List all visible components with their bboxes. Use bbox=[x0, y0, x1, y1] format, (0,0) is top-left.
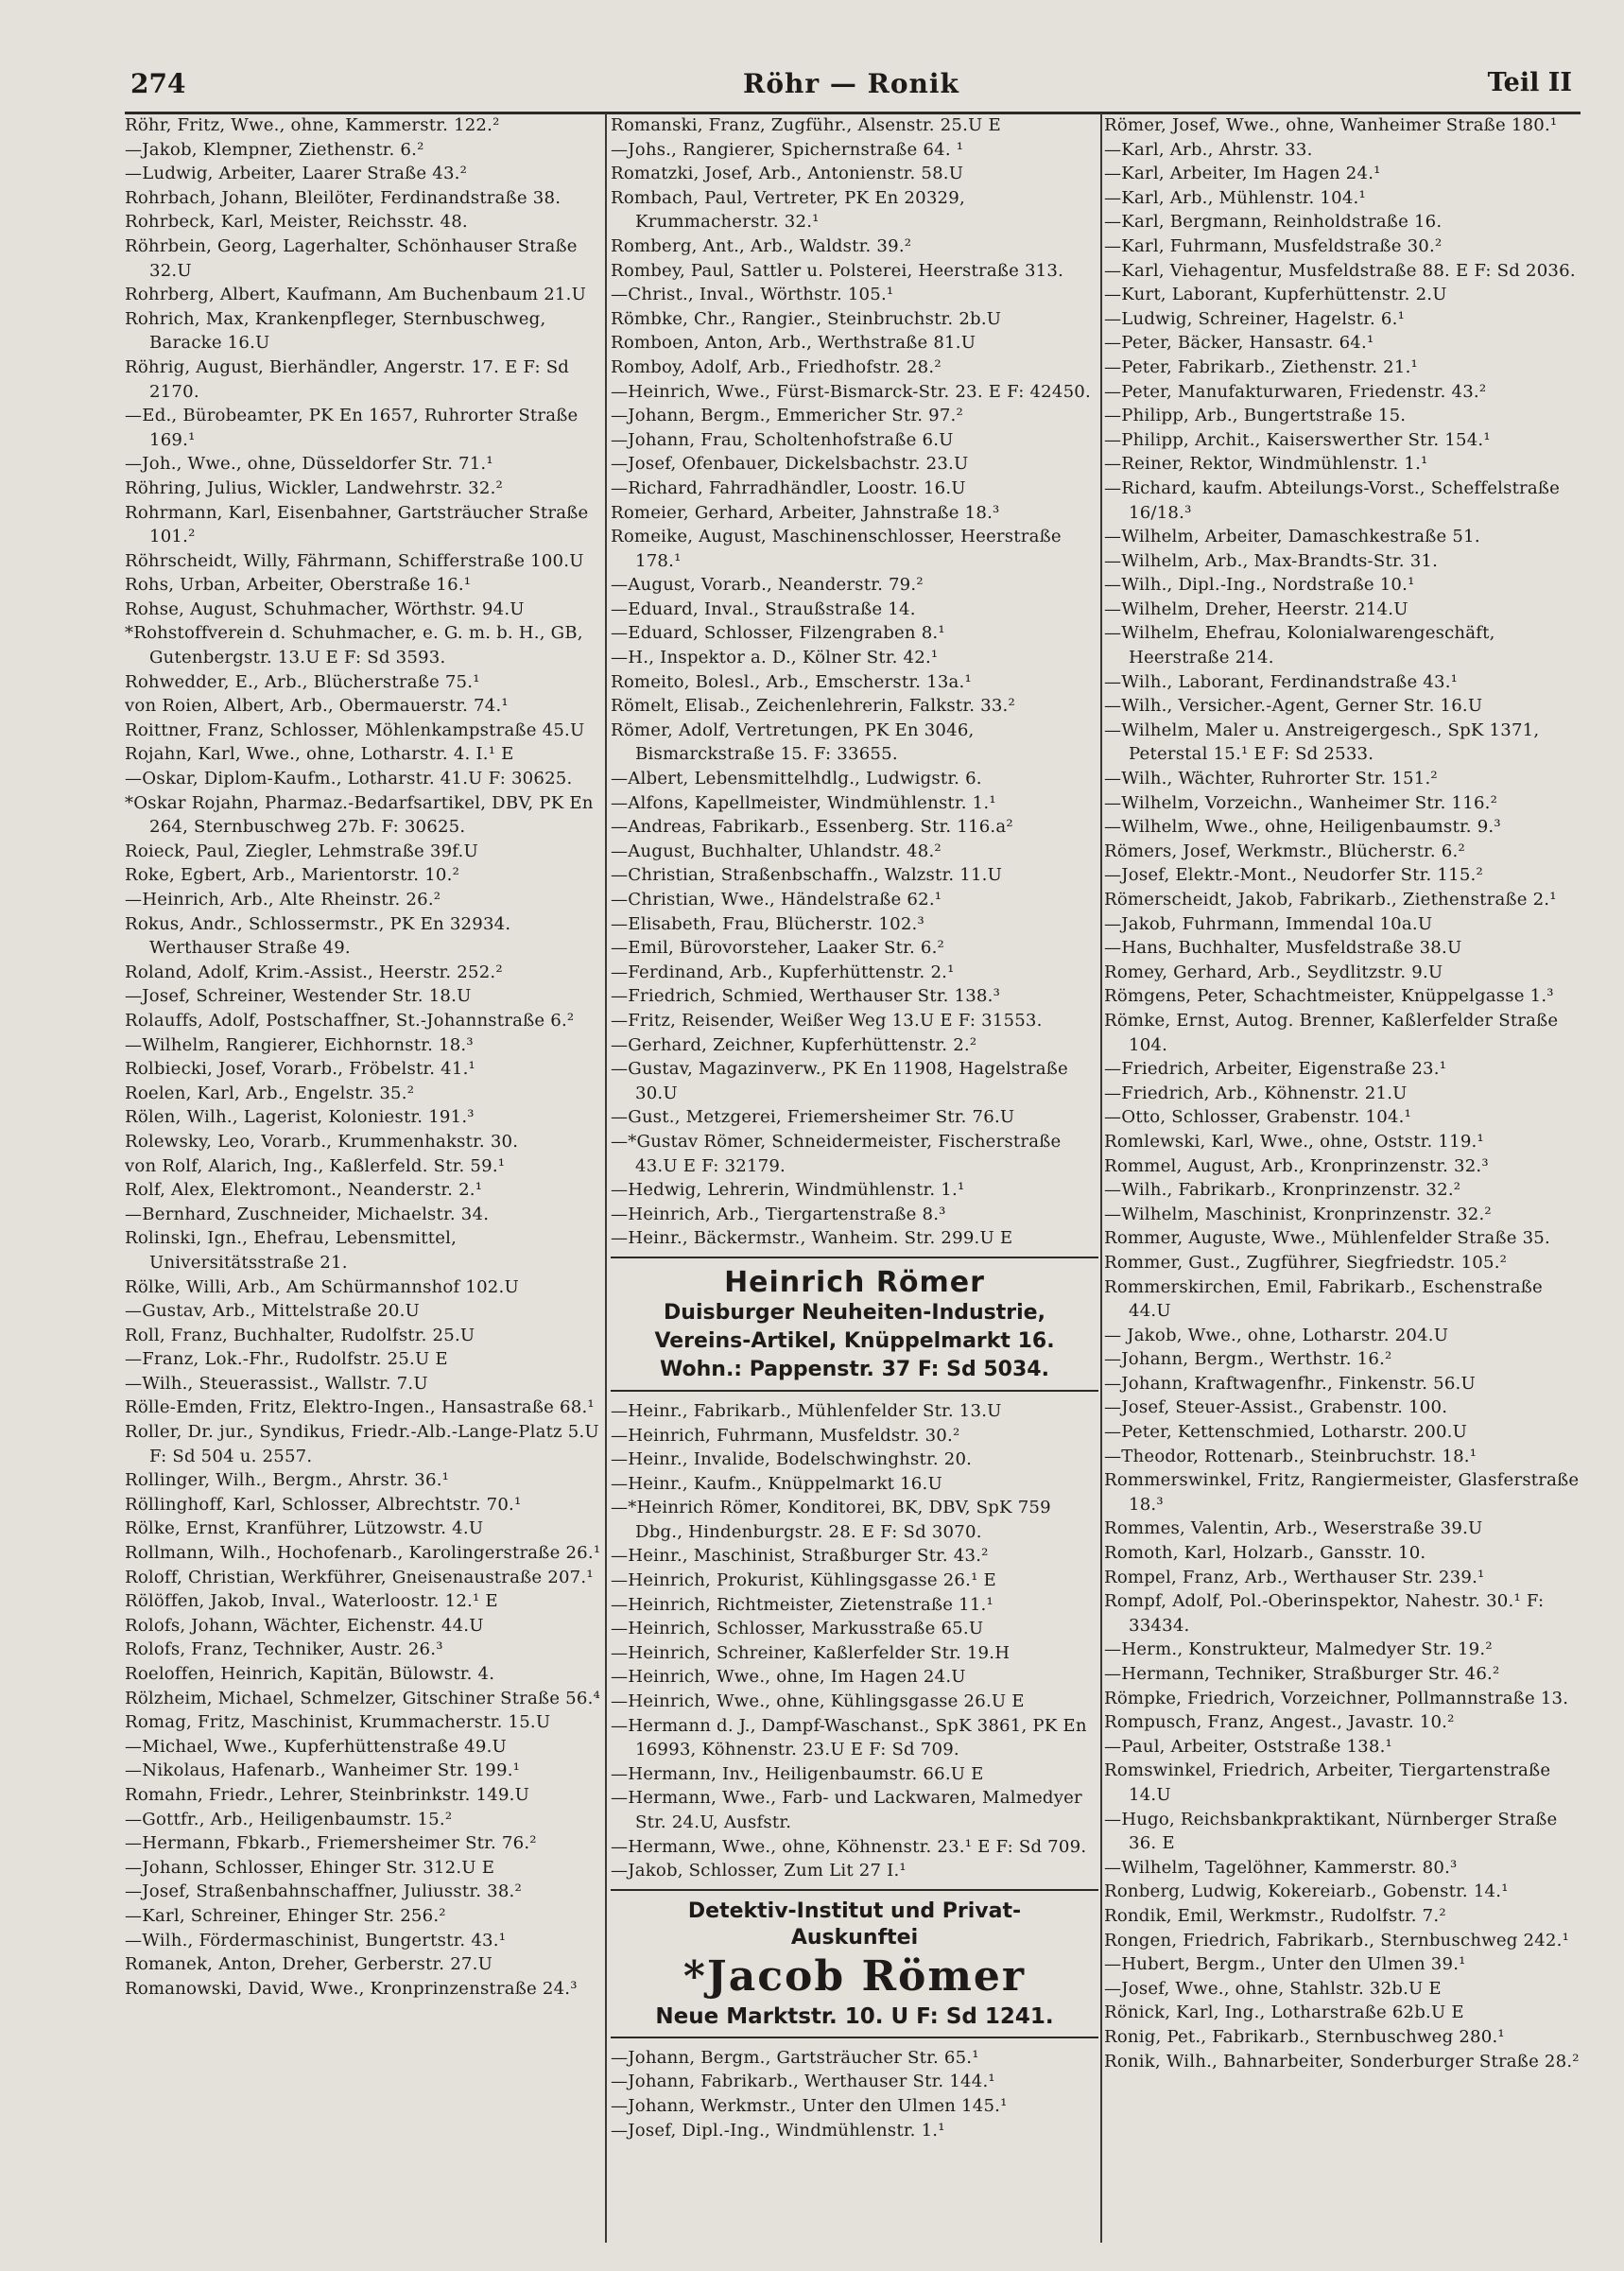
directory-entry: —Theodor, Rottenarb., Steinbruchstr. 18.¹ bbox=[1104, 1446, 1477, 1466]
directory-entry: —Heinrich, Prokurist, Kühlingsgasse 26.¹ E bbox=[611, 1570, 996, 1591]
directory-entry: —Gust., Metzgerei, Friemersheimer Str. 76.U bbox=[611, 1107, 1015, 1128]
directory-entry: —Ludwig, Schreiner, Hagelstr. 6.¹ bbox=[1104, 308, 1406, 329]
directory-entry: Rölen, Wilh., Lagerist, Koloniestr. 191.³ bbox=[125, 1107, 475, 1128]
directory-entry: Romanski, Franz, Zugführ., Alsenstr. 25.U E bbox=[611, 115, 1001, 135]
directory-entry: —Wilhelm, Arb., Max-Brandts-Str. 31. bbox=[1104, 550, 1439, 571]
directory-entry: —Karl, Arbeiter, Im Hagen 24.¹ bbox=[1104, 164, 1381, 184]
directory-entry: Rölke, Willi, Arb., Am Schürmannshof 102.U bbox=[125, 1276, 519, 1297]
directory-entry: Rombach, Paul, Vertreter, PK En 20329, Krummacherstr. 32.¹ bbox=[611, 187, 965, 233]
directory-entry: —Josef, Elektr.-Mont., Neudorfer Str. 115.² bbox=[1104, 865, 1483, 886]
directory-entry: Rommer, Auguste, Wwe., Mühlenfelder Straße 35. bbox=[1104, 1228, 1550, 1249]
directory-entry: Rompel, Franz, Arb., Werthauser Str. 239.¹ bbox=[1104, 1567, 1485, 1587]
column-divider bbox=[605, 113, 607, 2243]
directory-entry: —Heinrich, Wwe., ohne, Im Hagen 24.U bbox=[611, 1667, 966, 1688]
directory-entry: Rohrbeck, Karl, Meister, Reichsstr. 48. bbox=[125, 212, 468, 233]
directory-entry: —Wilhelm, Dreher, Heerstr. 214.U bbox=[1104, 598, 1408, 619]
directory-entry: —Fritz, Reisender, Weißer Weg 13.U E F: 31553. bbox=[611, 1010, 1043, 1031]
directory-entry: —Josef, Steuer-Assist., Grabenstr. 100. bbox=[1104, 1397, 1448, 1418]
directory-entry: Rommerswinkel, Fritz, Rangiermeister, Glasferstraße 18.³ bbox=[1104, 1470, 1580, 1515]
directory-entry: Römers, Josef, Werkmstr., Blücherstr. 6.² bbox=[1104, 841, 1465, 861]
directory-entry: —Josef, Dipl.-Ing., Windmühlenstr. 1.¹ bbox=[611, 2120, 945, 2141]
directory-entry: —Elisabeth, Frau, Blücherstr. 102.³ bbox=[611, 913, 924, 934]
entry-group bbox=[611, 2046, 1098, 2142]
directory-entry: —Josef, Ofenbauer, Dickelsbachstr. 23.U bbox=[611, 454, 969, 475]
directory-entry: —Wilh., Wächter, Ruhrorter Str. 151.² bbox=[1104, 769, 1438, 789]
directory-entry: —Jakob, Klempner, Ziethenstr. 6.² bbox=[125, 139, 424, 160]
directory-entry: —Wilh., Fördermaschinist, Bungertstr. 43.¹ bbox=[125, 1930, 507, 1950]
directory-entry: —Johann, Werkmstr., Unter den Ulmen 145.¹ bbox=[611, 2095, 1008, 2116]
directory-entry: Rompusch, Franz, Angest., Javastr. 10.² bbox=[1104, 1712, 1455, 1733]
directory-entry: —Eduard, Inval., Straußstraße 14. bbox=[611, 598, 916, 619]
directory-entry: Röhrscheidt, Willy, Fährmann, Schifferstraße 100.U bbox=[125, 550, 584, 571]
directory-entry: —Wilh., Versicher.-Agent, Gerner Str. 16.U bbox=[1104, 696, 1483, 717]
ad-line: Wohn.: Pappenstr. 37 F: Sd 5034. bbox=[660, 1357, 1049, 1381]
directory-entry: Roieck, Paul, Ziegler, Lehmstraße 39f.U bbox=[125, 841, 478, 861]
directory-entry: —Wilh., Laborant, Ferdinandstraße 43.¹ bbox=[1104, 671, 1459, 692]
column-divider bbox=[1100, 113, 1102, 2243]
directory-entry: Römgens, Peter, Schachtmeister, Knüppelgasse 1.³ bbox=[1104, 986, 1554, 1007]
directory-entry: —Ferdinand, Arb., Kupferhüttenstr. 2.¹ bbox=[611, 962, 955, 982]
directory-entry: —Philipp, Arb., Bungertstraße 15. bbox=[1104, 406, 1407, 426]
ad-line: Neue Marktstr. 10. U F: Sd 1241. bbox=[655, 2003, 1054, 2029]
directory-entry: —Heinrich, Wwe., ohne, Kühlingsgasse 26.U E bbox=[611, 1691, 1025, 1712]
directory-entry: —Albert, Lebensmittelhdlg., Ludwigstr. 6. bbox=[611, 769, 982, 789]
directory-entry: Römerscheidt, Jakob, Fabrikarb., Ziethenstraße 2.¹ bbox=[1104, 890, 1557, 910]
directory-entry: — Jakob, Wwe., ohne, Lotharstr. 204.U bbox=[1104, 1325, 1449, 1345]
directory-entry: —Heinrich, Schlosser, Markusstraße 65.U bbox=[611, 1619, 984, 1639]
directory-entry: —Friedrich, Arb., Köhnenstr. 21.U bbox=[1104, 1083, 1408, 1103]
directory-entry: —August, Vorarb., Neanderstr. 79.² bbox=[611, 575, 924, 596]
directory-entry: Romeier, Gerhard, Arbeiter, Jahnstraße 18.³ bbox=[611, 502, 1000, 523]
directory-entry: Römer, Adolf, Vertretungen, PK En 3046, Bismarckstraße 15. F: 33655. bbox=[611, 719, 975, 765]
directory-entry: —Wilh., Steuerassist., Wallstr. 7.U bbox=[125, 1373, 428, 1394]
directory-entry: —Nikolaus, Hafenarb., Wanheimer Str. 199.¹ bbox=[125, 1760, 521, 1781]
directory-entry: —Heinrich, Richtmeister, Zietenstraße 11.¹ bbox=[611, 1594, 993, 1615]
directory-entry: Romberg, Ant., Arb., Waldstr. 39.² bbox=[611, 235, 912, 256]
directory-entry: —Heinrich, Arb., Alte Rheinstr. 26.² bbox=[125, 890, 441, 910]
directory-entry: Roll, Franz, Buchhalter, Rudolfstr. 25.U bbox=[125, 1325, 475, 1345]
directory-entry: —Wilhelm, Ehefrau, Kolonialwarengeschäft, Heerstraße 214. bbox=[1104, 623, 1495, 668]
directory-entry: —Richard, Fahrradhändler, Loostr. 16.U bbox=[611, 477, 966, 498]
directory-entry: Romag, Fritz, Maschinist, Krummacherstr. 15.U bbox=[125, 1712, 551, 1733]
directory-entry: Romatzki, Josef, Arb., Antonienstr. 58.U bbox=[611, 164, 964, 184]
directory-entry: Ronig, Pet., Fabrikarb., Sternbuschweg 280.¹ bbox=[1104, 2026, 1505, 2047]
directory-entry: —Heinr., Fabrikarb., Mühlenfelder Str. 13.U bbox=[611, 1400, 1002, 1421]
directory-entry: Römelt, Elisab., Zeichenlehrerin, Falkstr. 33.² bbox=[611, 696, 1015, 717]
ad-line: Auskunftei bbox=[790, 1925, 919, 1950]
directory-entry: —Ludwig, Arbeiter, Laarer Straße 43.² bbox=[125, 164, 468, 184]
advertisement-heinrich-roemer bbox=[611, 1257, 1098, 1392]
directory-entry: Rolewsky, Leo, Vorarb., Krummenhakstr. 30. bbox=[125, 1131, 519, 1152]
directory-entry: —Peter, Kettenschmied, Lotharstr. 200.U bbox=[1104, 1422, 1468, 1443]
directory-entry: Rombey, Paul, Sattler u. Polsterei, Heerstraße 313. bbox=[611, 260, 1064, 281]
directory-entry: Rölöffen, Jakob, Inval., Waterloostr. 12.¹ E bbox=[125, 1591, 498, 1612]
directory-entry: —Peter, Bäcker, Hansastr. 64.¹ bbox=[1104, 333, 1374, 354]
directory-entry: Rolofs, Franz, Techniker, Austr. 26.³ bbox=[125, 1639, 443, 1660]
directory-entry: Romswinkel, Friedrich, Arbeiter, Tiergartenstraße 14.U bbox=[1104, 1760, 1551, 1805]
directory-entry: Rondik, Emil, Werkmstr., Rudolfstr. 7.² bbox=[1104, 1905, 1446, 1926]
directory-entry: —Wilhelm, Tagelöhner, Kammerstr. 80.³ bbox=[1104, 1857, 1458, 1878]
directory-entry: Rolf, Alex, Elektromont., Neanderstr. 2.¹ bbox=[125, 1180, 483, 1201]
directory-entry: —Paul, Arbeiter, Oststraße 138.¹ bbox=[1104, 1736, 1392, 1757]
directory-entry: Rompf, Adolf, Pol.-Oberinspektor, Nahestr. 30.¹ F: 33434. bbox=[1104, 1591, 1545, 1636]
page-number: 274 bbox=[130, 68, 186, 99]
directory-entry: —Johs., Rangierer, Spichernstraße 64. ¹ bbox=[611, 139, 964, 160]
directory-entry: —Bernhard, Zuschneider, Michaelstr. 34. bbox=[125, 1204, 490, 1224]
directory-entry: —Peter, Fabrikarb., Ziethenstr. 21.¹ bbox=[1104, 356, 1418, 377]
directory-entry: Rohs, Urban, Arbeiter, Oberstraße 16.¹ bbox=[125, 575, 472, 596]
directory-entry: Romeike, August, Maschinenschlosser, Heerstraße 178.¹ bbox=[611, 527, 1062, 571]
directory-entry: —Friedrich, Schmied, Werthauser Str. 138.³ bbox=[611, 986, 1001, 1007]
directory-entry: —Josef, Wwe., ohne, Stahlstr. 32b.U E bbox=[1104, 1978, 1442, 1999]
directory-entry: Römer, Josef, Wwe., ohne, Wanheimer Straße 180.¹ bbox=[1104, 115, 1558, 135]
directory-entry: Röhring, Julius, Wickler, Landwehrstr. 32.² bbox=[125, 477, 503, 498]
directory-entry: Rommer, Gust., Zugführer, Siegfriedstr. 105.² bbox=[1104, 1252, 1508, 1273]
directory-entry: —H., Inspektor a. D., Kölner Str. 42.¹ bbox=[611, 648, 939, 668]
directory-entry: —Hermann, Inv., Heiligenbaumstr. 66.U E bbox=[611, 1763, 984, 1784]
directory-entry: Röhr, Fritz, Wwe., ohne, Kammerstr. 122.² bbox=[125, 115, 500, 135]
directory-entry: —Hermann, Wwe., Farb- und Lackwaren, Malmedyer Str. 24.U, Ausfstr. bbox=[611, 1788, 1082, 1832]
directory-entry: —Heinr., Kaufm., Knüppelmarkt 16.U bbox=[611, 1473, 942, 1494]
directory-entry: —Hermann, Techniker, Straßburger Str. 46.² bbox=[1104, 1664, 1500, 1684]
directory-entry: —Johann, Bergm., Werthstr. 16.² bbox=[1104, 1349, 1392, 1370]
ad-line: Vereins-Artikel, Knüppelmarkt 16. bbox=[654, 1328, 1055, 1353]
directory-entry: Ronberg, Ludwig, Kokereiarb., Gobenstr. 14.¹ bbox=[1104, 1881, 1509, 1902]
directory-entry: Roelen, Karl, Arb., Engelstr. 35.² bbox=[125, 1083, 415, 1103]
directory-entry: —Heinrich, Arb., Tiergartenstraße 8.³ bbox=[611, 1204, 946, 1224]
ad-line: Duisburger Neuheiten-Industrie, bbox=[664, 1300, 1045, 1325]
directory-entry: Roke, Egbert, Arb., Marientorstr. 10.² bbox=[125, 865, 460, 886]
directory-entry: Römbke, Chr., Rangier., Steinbruchstr. 2b.U bbox=[611, 308, 1002, 329]
directory-entry: —Wilhelm, Vorzeichn., Wanheimer Str. 116.² bbox=[1104, 792, 1498, 813]
directory-entry: —Franz, Lok.-Fhr., Rudolfstr. 25.U E bbox=[125, 1349, 448, 1370]
part-label: Teil II bbox=[1487, 68, 1572, 97]
directory-entry: Röhrig, August, Bierhändler, Angerstr. 17. E F: Sd 2170. bbox=[125, 356, 570, 402]
directory-entry: —Hugo, Reichsbankpraktikant, Nürnberger Straße 36. E bbox=[1104, 1809, 1558, 1854]
directory-entry: Romboen, Anton, Arb., Werthstraße 81.U bbox=[611, 333, 976, 354]
column-left bbox=[125, 113, 603, 2254]
directory-entry: —August, Buchhalter, Uhlandstr. 48.² bbox=[611, 841, 942, 861]
directory-entry: *Rohstoffverein d. Schuhmacher, e. G. m. b. H., GB, Gutenbergstr. 13.U E F: Sd 3593. bbox=[125, 623, 583, 668]
directory-entry: von Roien, Albert, Arb., Obermauerstr. 74.¹ bbox=[125, 696, 509, 717]
directory-entry: —Wilhelm, Arbeiter, Damaschkestraße 51. bbox=[1104, 527, 1480, 547]
directory-entry: —Karl, Viehagentur, Musfeldstraße 88. E F: Sd 2036. bbox=[1104, 260, 1576, 281]
directory-entry: Rolinski, Ign., Ehefrau, Lebensmittel, Universitätsstraße 21. bbox=[125, 1228, 458, 1273]
directory-entry: Rölle-Emden, Fritz, Elektro-Ingen., Hansastraße 68.¹ bbox=[125, 1397, 595, 1418]
directory-entry: —Jakob, Schlosser, Zum Lit 27 I.¹ bbox=[611, 1861, 907, 1881]
directory-entry: Romeito, Bolesl., Arb., Emscherstr. 13a.¹ bbox=[611, 671, 972, 692]
directory-entry: —Heinr., Invalide, Bodelschwinghstr. 20. bbox=[611, 1449, 973, 1470]
directory-entry: —Wilhelm, Wwe., ohne, Heiligenbaumstr. 9.³ bbox=[1104, 817, 1501, 838]
advertisement-jacob-roemer bbox=[611, 1889, 1098, 2038]
directory-entry: Roloff, Christian, Werkführer, Gneisenaustraße 207.¹ bbox=[125, 1567, 594, 1587]
directory-entry: Rongen, Friedrich, Fabrikarb., Sternbuschweg 242.¹ bbox=[1104, 1930, 1570, 1950]
directory-entry: —Johann, Schlosser, Ehinger Str. 312.U E bbox=[125, 1857, 495, 1878]
entry-group bbox=[611, 1399, 1098, 1883]
directory-entry: —Andreas, Fabrikarb., Essenberg. Str. 116.a² bbox=[611, 817, 1013, 838]
directory-entry: —Hedwig, Lehrerin, Windmühlenstr. 1.¹ bbox=[611, 1180, 965, 1201]
directory-entry: —Josef, Straßenbahnschaffner, Juliusstr. 38.² bbox=[125, 1881, 522, 1902]
directory-entry: —Christ., Inval., Wörthstr. 105.¹ bbox=[611, 285, 894, 305]
directory-entry: —Wilhelm, Maler u. Anstreigergesch., SpK 1371, Peterstal 15.¹ E F: Sd 2533. bbox=[1104, 719, 1540, 765]
directory-entry: —Johann, Frau, Scholtenhofstraße 6.U bbox=[611, 429, 954, 450]
directory-entry: —Johann, Bergm., Gartsträucher Str. 65.¹ bbox=[611, 2047, 979, 2068]
directory-entry: Röllinghoff, Karl, Schlosser, Albrechtstr. 70.¹ bbox=[125, 1494, 522, 1515]
directory-entry: Romey, Gerhard, Arb., Seydlitzstr. 9.U bbox=[1104, 962, 1443, 982]
directory-entry: Rohwedder, E., Arb., Blücherstraße 75.¹ bbox=[125, 671, 480, 692]
directory-entry: —Gerhard, Zeichner, Kupferhüttenstr. 2.² bbox=[611, 1034, 977, 1055]
directory-entry: —Christian, Wwe., Händelstraße 62.¹ bbox=[611, 890, 942, 910]
directory-entry: —Philipp, Archit., Kaiserswerther Str. 154.¹ bbox=[1104, 429, 1491, 450]
directory-entry: —Heinrich, Fuhrmann, Musfeldstr. 30.² bbox=[611, 1425, 960, 1446]
page-range-title: Röhr — Ronik bbox=[743, 68, 959, 99]
directory-entry: —Emil, Bürovorsteher, Laaker Str. 6.² bbox=[611, 938, 944, 959]
directory-entry: Rohrich, Max, Krankenpfleger, Sternbuschweg, Baracke 16.U bbox=[125, 308, 546, 354]
directory-entry: Ronik, Wilh., Bahnarbeiter, Sonderburger Straße 28.² bbox=[1104, 2051, 1580, 2072]
directory-entry: —Wilhelm, Rangierer, Eichhornstr. 18.³ bbox=[125, 1034, 474, 1055]
directory-entry: Rolbiecki, Josef, Vorarb., Fröbelstr. 41.¹ bbox=[125, 1059, 476, 1080]
directory-entry: —Richard, kaufm. Abteilungs-Vorst., Scheffelstraße 16/18.³ bbox=[1104, 477, 1561, 523]
ad-line: Detektiv-Institut und Privat- bbox=[687, 1898, 1022, 1923]
directory-entry: Romahn, Friedr., Lehrer, Steinbrinkstr. 149.U bbox=[125, 1784, 530, 1805]
directory-entry: Rolofs, Johann, Wächter, Eichenstr. 44.U bbox=[125, 1615, 484, 1636]
directory-entry: —Reiner, Rektor, Windmühlenstr. 1.¹ bbox=[1104, 454, 1428, 475]
directory-entry: —Gustav, Magazinverw., PK En 11908, Hagelstraße 30.U bbox=[611, 1059, 1068, 1103]
directory-entry: Rölke, Ernst, Kranführer, Lützowstr. 4.U bbox=[125, 1518, 484, 1539]
directory-entry: —Karl, Schreiner, Ehinger Str. 256.² bbox=[125, 1905, 446, 1926]
directory-entry: Romanowski, David, Wwe., Kronprinzenstraße 24.³ bbox=[125, 1978, 578, 1999]
directory-entry: —Hermann d. J., Dampf-Waschanst., SpK 3861, PK En 16993, Köhnenstr. 23.U E F: Sd 709. bbox=[611, 1715, 1087, 1760]
directory-entry: —Johann, Fabrikarb., Werthauser Str. 144.¹ bbox=[611, 2072, 995, 2092]
directory-entry: —Wilh., Fabrikarb., Kronprinzenstr. 32.² bbox=[1104, 1180, 1461, 1201]
directory-entry: —Wilhelm, Maschinist, Kronprinzenstr. 32.² bbox=[1104, 1204, 1492, 1224]
directory-entry: Romlewski, Karl, Wwe., ohne, Oststr. 119.¹ bbox=[1104, 1131, 1484, 1152]
directory-entry: Rollinger, Wilh., Bergm., Ahrstr. 36.¹ bbox=[125, 1470, 450, 1491]
directory-entry: —Christian, Straßenbschaffn., Walzstr. 11.U bbox=[611, 865, 1003, 886]
directory-entry: Romanek, Anton, Dreher, Gerberstr. 27.U bbox=[125, 1954, 493, 1975]
directory-entry: —Alfons, Kapellmeister, Windmühlenstr. 1.¹ bbox=[611, 792, 996, 813]
directory-entry: —Kurt, Laborant, Kupferhüttenstr. 2.U bbox=[1104, 285, 1447, 305]
directory-entry: Rojahn, Karl, Wwe., ohne, Lotharstr. 4. I.¹ E bbox=[125, 744, 514, 765]
directory-entry: Roland, Adolf, Krim.-Assist., Heerstr. 252.² bbox=[125, 962, 503, 982]
directory-entry: —Joh., Wwe., ohne, Düsseldorfer Str. 71.¹ bbox=[125, 454, 493, 475]
directory-entry: —Hermann, Fbkarb., Friemersheimer Str. 76.² bbox=[125, 1833, 537, 1854]
directory-entry: Rommes, Valentin, Arb., Weserstraße 39.U bbox=[1104, 1518, 1483, 1539]
directory-entry: Rohrberg, Albert, Kaufmann, Am Buchenbaum 21.U bbox=[125, 285, 587, 305]
directory-entry: —Heinrich, Wwe., Fürst-Bismarck-Str. 23. E F: 42450. bbox=[611, 381, 1091, 402]
directory-entry: Rölzheim, Michael, Schmelzer, Gitschiner Straße 56.⁴ bbox=[125, 1688, 600, 1708]
directory-entry: —Johann, Bergm., Emmericher Str. 97.² bbox=[611, 406, 963, 426]
directory-entry: —Michael, Wwe., Kupferhüttenstraße 49.U bbox=[125, 1736, 508, 1757]
directory-entry: —Hermann, Wwe., ohne, Köhnenstr. 23.¹ E F: Sd 709. bbox=[611, 1836, 1087, 1857]
ad-title: *Jacob Römer bbox=[682, 1951, 1027, 2001]
directory-entry: Rommerskirchen, Emil, Fabrikarb., Eschenstraße 44.U bbox=[1104, 1276, 1543, 1322]
directory-entry: Rönick, Karl, Ing., Lotharstraße 62b.U E bbox=[1104, 2002, 1464, 2023]
directory-entry: —Peter, Manufakturwaren, Friedenstr. 43.² bbox=[1104, 381, 1487, 402]
ad-title: Heinrich Römer bbox=[724, 1265, 985, 1299]
directory-entry: von Rolf, Alarich, Ing., Kaßlerfeld. Str. 59.¹ bbox=[125, 1155, 506, 1176]
directory-entry: —Josef, Schreiner, Westender Str. 18.U bbox=[125, 986, 472, 1007]
directory-entry: —Johann, Kraftwagenfhr., Finkenstr. 56.U bbox=[1104, 1373, 1476, 1394]
directory-entry: —*Gustav Römer, Schneidermeister, Fischerstraße 43.U E F: 32179. bbox=[611, 1131, 1062, 1176]
directory-entry: Roeloffen, Heinrich, Kapitän, Bülowstr. 4. bbox=[125, 1664, 495, 1684]
directory-entry: Romboy, Adolf, Arb., Friedhofstr. 28.² bbox=[611, 356, 942, 377]
page-header bbox=[130, 66, 1572, 106]
directory-entry: —Hubert, Bergm., Unter den Ulmen 39.¹ bbox=[1104, 1954, 1466, 1975]
directory-entry: Rohrmann, Karl, Eisenbahner, Gartsträucher Straße 101.² bbox=[125, 502, 589, 547]
directory-entry: —Gustav, Arb., Mittelstraße 20.U bbox=[125, 1301, 420, 1322]
directory-entry: Rommel, August, Arb., Kronprinzenstr. 32.³ bbox=[1104, 1155, 1489, 1176]
directory-entry: —Otto, Schlosser, Grabenstr. 104.¹ bbox=[1104, 1107, 1412, 1128]
directory-entry: Rohrbach, Johann, Bleilöter, Ferdinandstraße 38. bbox=[125, 187, 561, 208]
directory-entry: —Heinr., Bäckermstr., Wanheim. Str. 299.U E bbox=[611, 1228, 1013, 1249]
directory-entry: —*Heinrich Römer, Konditorei, BK, DBV, SpK 759 Dbg., Hindenburgstr. 28. E F: Sd 3070. bbox=[611, 1498, 1051, 1542]
directory-entry: —Ed., Bürobeamter, PK En 1657, Ruhrorter Straße 169.¹ bbox=[125, 406, 579, 450]
directory-entry: Röhrbein, Georg, Lagerhalter, Schönhauser Straße 32.U bbox=[125, 235, 578, 281]
directory-entry: —Karl, Arb., Mühlenstr. 104.¹ bbox=[1104, 187, 1366, 208]
directory-entry: —Heinr., Maschinist, Straßburger Str. 43.² bbox=[611, 1546, 989, 1567]
directory-entry: Rolauffs, Adolf, Postschaffner, St.-Johannstraße 6.² bbox=[125, 1010, 575, 1031]
entry-group bbox=[611, 113, 1098, 1251]
directory-entry: Römpke, Friedrich, Vorzeichner, Pollmannstraße 13. bbox=[1104, 1688, 1569, 1708]
directory-entry: Rokus, Andr., Schlossermstr., PK En 32934. Werthauser Straße 49. bbox=[125, 913, 511, 959]
directory-entry: Rohse, August, Schuhmacher, Wörthstr. 94.U bbox=[125, 598, 525, 619]
column-middle bbox=[611, 113, 1098, 2254]
directory-entry: Rollmann, Wilh., Hochofenarb., Karolingerstraße 26.¹ bbox=[125, 1543, 601, 1564]
directory-entry: —Oskar, Diplom-Kaufm., Lotharstr. 41.U F: 30625. bbox=[125, 769, 573, 789]
directory-entry: —Friedrich, Arbeiter, Eigenstraße 23.¹ bbox=[1104, 1059, 1447, 1080]
directory-entry: Roller, Dr. jur., Syndikus, Friedr.-Alb.-Lange-Platz 5.U F: Sd 504 u. 2557. bbox=[125, 1422, 599, 1466]
directory-entry: —Herm., Konstrukteur, Malmedyer Str. 19.² bbox=[1104, 1639, 1493, 1660]
directory-entry: Roittner, Franz, Schlosser, Möhlenkampstraße 45.U bbox=[125, 719, 585, 740]
directory-entry: Römke, Ernst, Autog. Brenner, Kaßlerfelder Straße 104. bbox=[1104, 1010, 1559, 1055]
directory-entry: —Gottfr., Arb., Heiligenbaumstr. 15.² bbox=[125, 1809, 453, 1829]
directory-entry: —Karl, Bergmann, Reinholdstraße 16. bbox=[1104, 212, 1443, 233]
column-right bbox=[1104, 113, 1586, 2254]
directory-entry: —Hans, Buchhalter, Musfeldstraße 38.U bbox=[1104, 938, 1462, 959]
directory-entry: —Wilh., Dipl.-Ing., Nordstraße 10.¹ bbox=[1104, 575, 1415, 596]
directory-entry: —Eduard, Schlosser, Filzengraben 8.¹ bbox=[611, 623, 945, 644]
directory-entry: —Karl, Fuhrmann, Musfeldstraße 30.² bbox=[1104, 235, 1443, 256]
directory-entry: —Heinrich, Schreiner, Kaßlerfelder Str. 19.H bbox=[611, 1642, 1011, 1663]
directory-entry: —Karl, Arb., Ahrstr. 33. bbox=[1104, 139, 1313, 160]
directory-entry: *Oskar Rojahn, Pharmaz.-Bedarfsartikel, DBV, PK En 264, Sternbuschweg 27b. F: 30625. bbox=[125, 792, 594, 838]
directory-entry: Romoth, Karl, Holzarb., Gansstr. 10. bbox=[1104, 1543, 1426, 1564]
directory-entry: —Jakob, Fuhrmann, Immendal 10a.U bbox=[1104, 913, 1433, 934]
